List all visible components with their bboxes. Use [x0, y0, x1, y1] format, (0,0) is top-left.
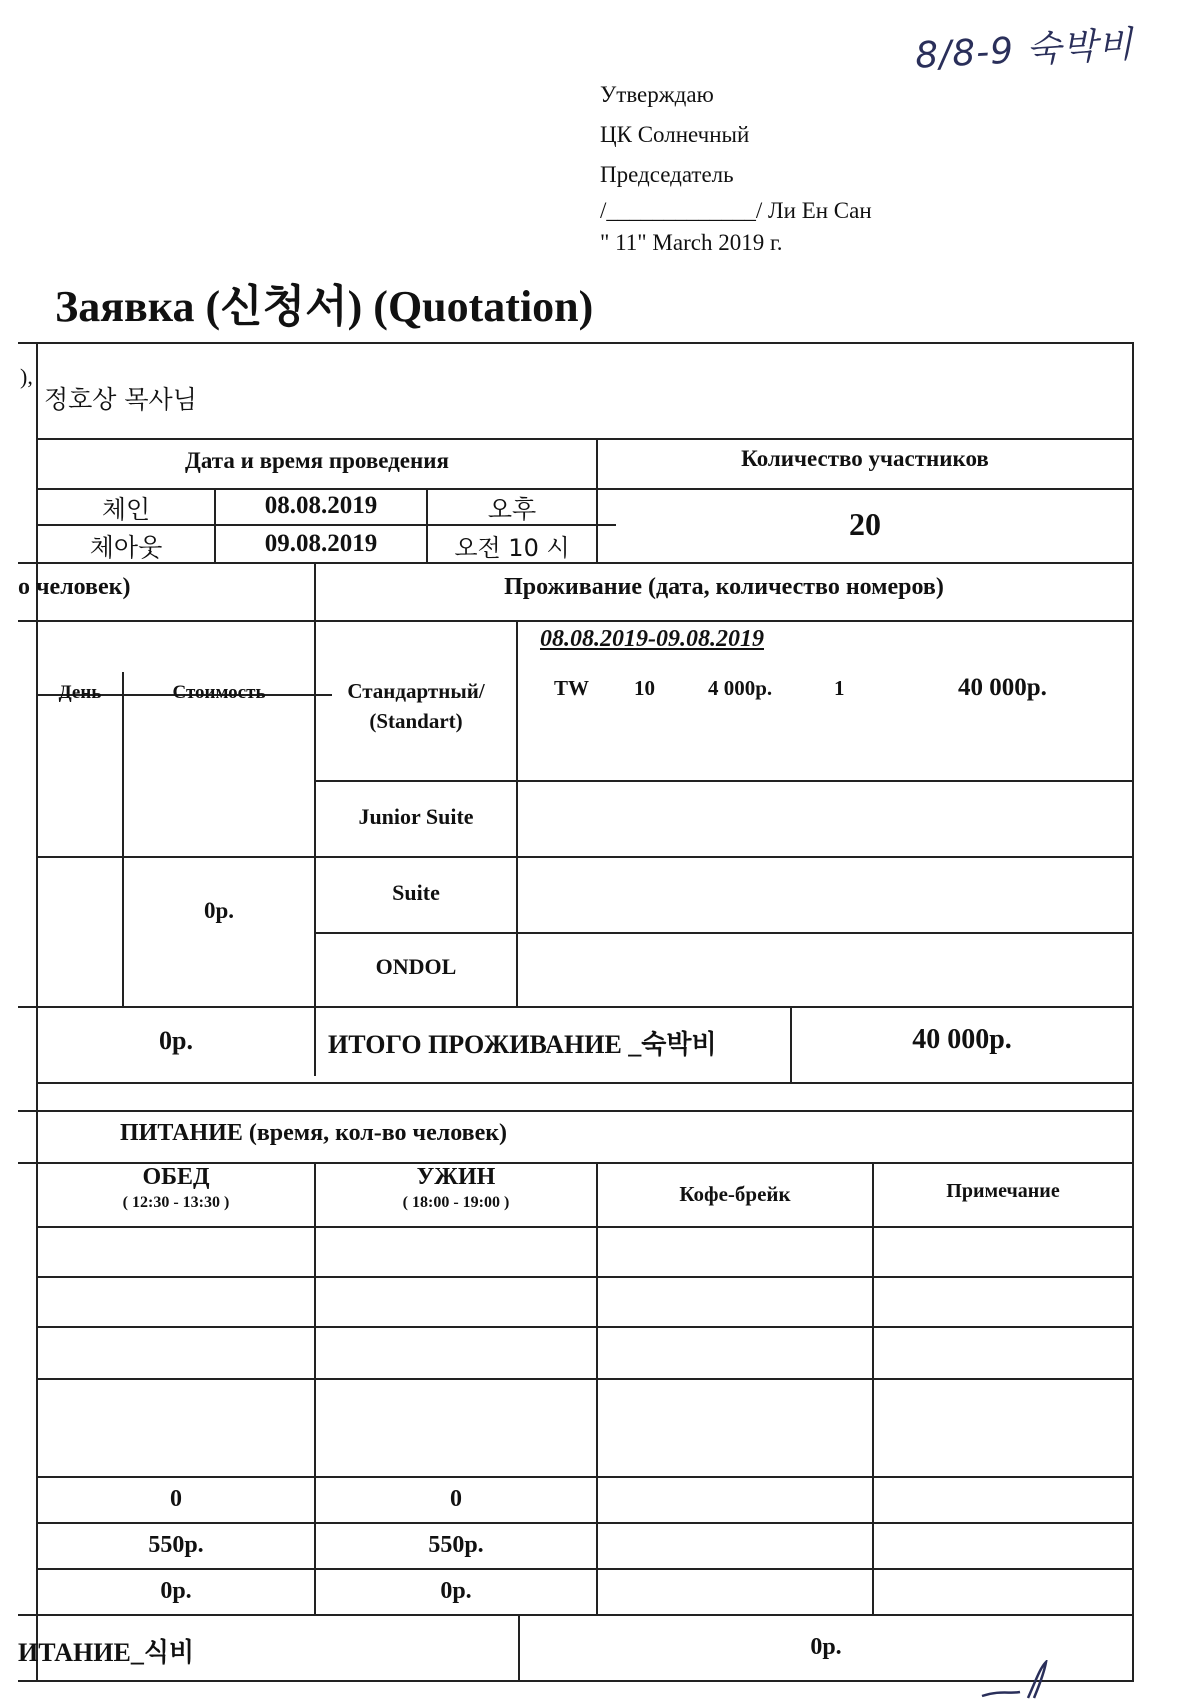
rule: [18, 1680, 1134, 1682]
rule: [596, 1162, 598, 1614]
rule: [36, 438, 1134, 440]
coffee-header: Кофе-брейк: [679, 1182, 791, 1206]
rule: [36, 1568, 1134, 1570]
lunch-sum: 0р.: [160, 1578, 192, 1604]
dinner-sum: 0р.: [440, 1578, 472, 1604]
rule: [314, 780, 1134, 782]
approval-date: " 11" March 2019 г.: [600, 230, 783, 255]
date-header: Дата и время проведения: [185, 448, 449, 473]
checkin-label: 체인: [101, 495, 151, 524]
lodging-total-label: ИТОГО ПРОЖИВАНИЕ _숙박비: [328, 1030, 717, 1059]
rule: [18, 342, 1134, 344]
dinner-qty: 0: [450, 1486, 462, 1512]
rule: [18, 1006, 1134, 1008]
lunch-qty: 0: [170, 1486, 182, 1512]
meals-header: ПИТАНИЕ (время, кол-во человек): [120, 1120, 508, 1146]
client-name: 정호상 목사님: [44, 385, 197, 414]
rule: [36, 1082, 1134, 1084]
rule: [36, 1378, 1134, 1380]
approval-line: Председатель: [600, 162, 734, 187]
dinner-time: ( 18:00 - 19:00 ): [402, 1194, 510, 1211]
junior-suite-label: Junior Suite: [358, 804, 474, 829]
note-header: Примечание: [946, 1180, 1060, 1202]
standard-amount: 40 000р.: [958, 674, 1047, 701]
col-cost: Стоимость: [172, 682, 266, 703]
checkout-label: 체아웃: [89, 533, 163, 562]
approval-block: [600, 75, 872, 259]
meals-total-label: ИТАНИЕ_식비: [18, 1638, 195, 1667]
dinner-price: 550р.: [428, 1532, 484, 1558]
quotation-table: [18, 342, 1134, 1682]
lodging-period: 08.08.2019-09.08.2019: [540, 626, 764, 652]
rental-total: 0р.: [159, 1026, 193, 1055]
rule: [36, 1326, 1134, 1328]
suite-label: Suite: [392, 880, 440, 905]
rule: [122, 672, 124, 1006]
col-day: День: [58, 682, 102, 703]
standard-nights: 1: [834, 676, 845, 700]
approval-line: /_____________/ Ли Ен Сан: [600, 198, 872, 223]
standard-label: Стандартный/ (Standart): [347, 679, 485, 733]
rule: [36, 1522, 1134, 1524]
rule: [36, 1476, 1134, 1478]
dinner-header: УЖИН: [416, 1164, 496, 1190]
checkout-time: 오전 10 시: [454, 534, 570, 562]
rule: [36, 856, 1134, 858]
signature-mark: [980, 1660, 1070, 1700]
rule: [516, 620, 518, 1006]
approval-line: Утверждаю: [600, 82, 714, 107]
rental-header: о человек): [18, 574, 131, 600]
checkout-date: 09.08.2019: [264, 530, 378, 557]
meals-total-value: 0р.: [810, 1634, 842, 1660]
ondol-label: ONDOL: [375, 954, 457, 979]
participants-header: Количество участников: [741, 446, 989, 471]
lunch-price: 550р.: [148, 1532, 204, 1558]
page-title: Заявка (신청서) (Quotation): [55, 282, 594, 331]
standard-price: 4 000р.: [708, 676, 773, 700]
rental-subtotal: 0р.: [203, 898, 235, 923]
participants-count: 20: [849, 506, 881, 542]
rule: [36, 1276, 1134, 1278]
handwritten-note: 8/8-9 숙박비: [914, 24, 1135, 77]
standard-type: TW: [554, 676, 590, 700]
lodging-header: Проживание (дата, количество номеров): [504, 574, 944, 600]
approval-line: ЦК Солнечный: [600, 122, 750, 147]
lunch-header: ОБЕД: [142, 1164, 210, 1190]
rule: [872, 1162, 874, 1614]
lodging-total-value: 40 000р.: [912, 1024, 1012, 1055]
rule: [314, 932, 1134, 934]
rule: [18, 620, 1134, 622]
standard-rooms: 10: [634, 676, 655, 700]
checkin-date: 08.08.2019: [264, 492, 378, 519]
rule: [18, 1110, 1134, 1112]
rule: [1132, 342, 1134, 1680]
rule: [18, 1614, 1134, 1616]
lunch-time: ( 12:30 - 13:30 ): [122, 1194, 230, 1211]
checkin-time: 오후: [487, 495, 537, 524]
client-prefix: ),: [20, 364, 33, 389]
rule: [36, 1226, 1134, 1228]
